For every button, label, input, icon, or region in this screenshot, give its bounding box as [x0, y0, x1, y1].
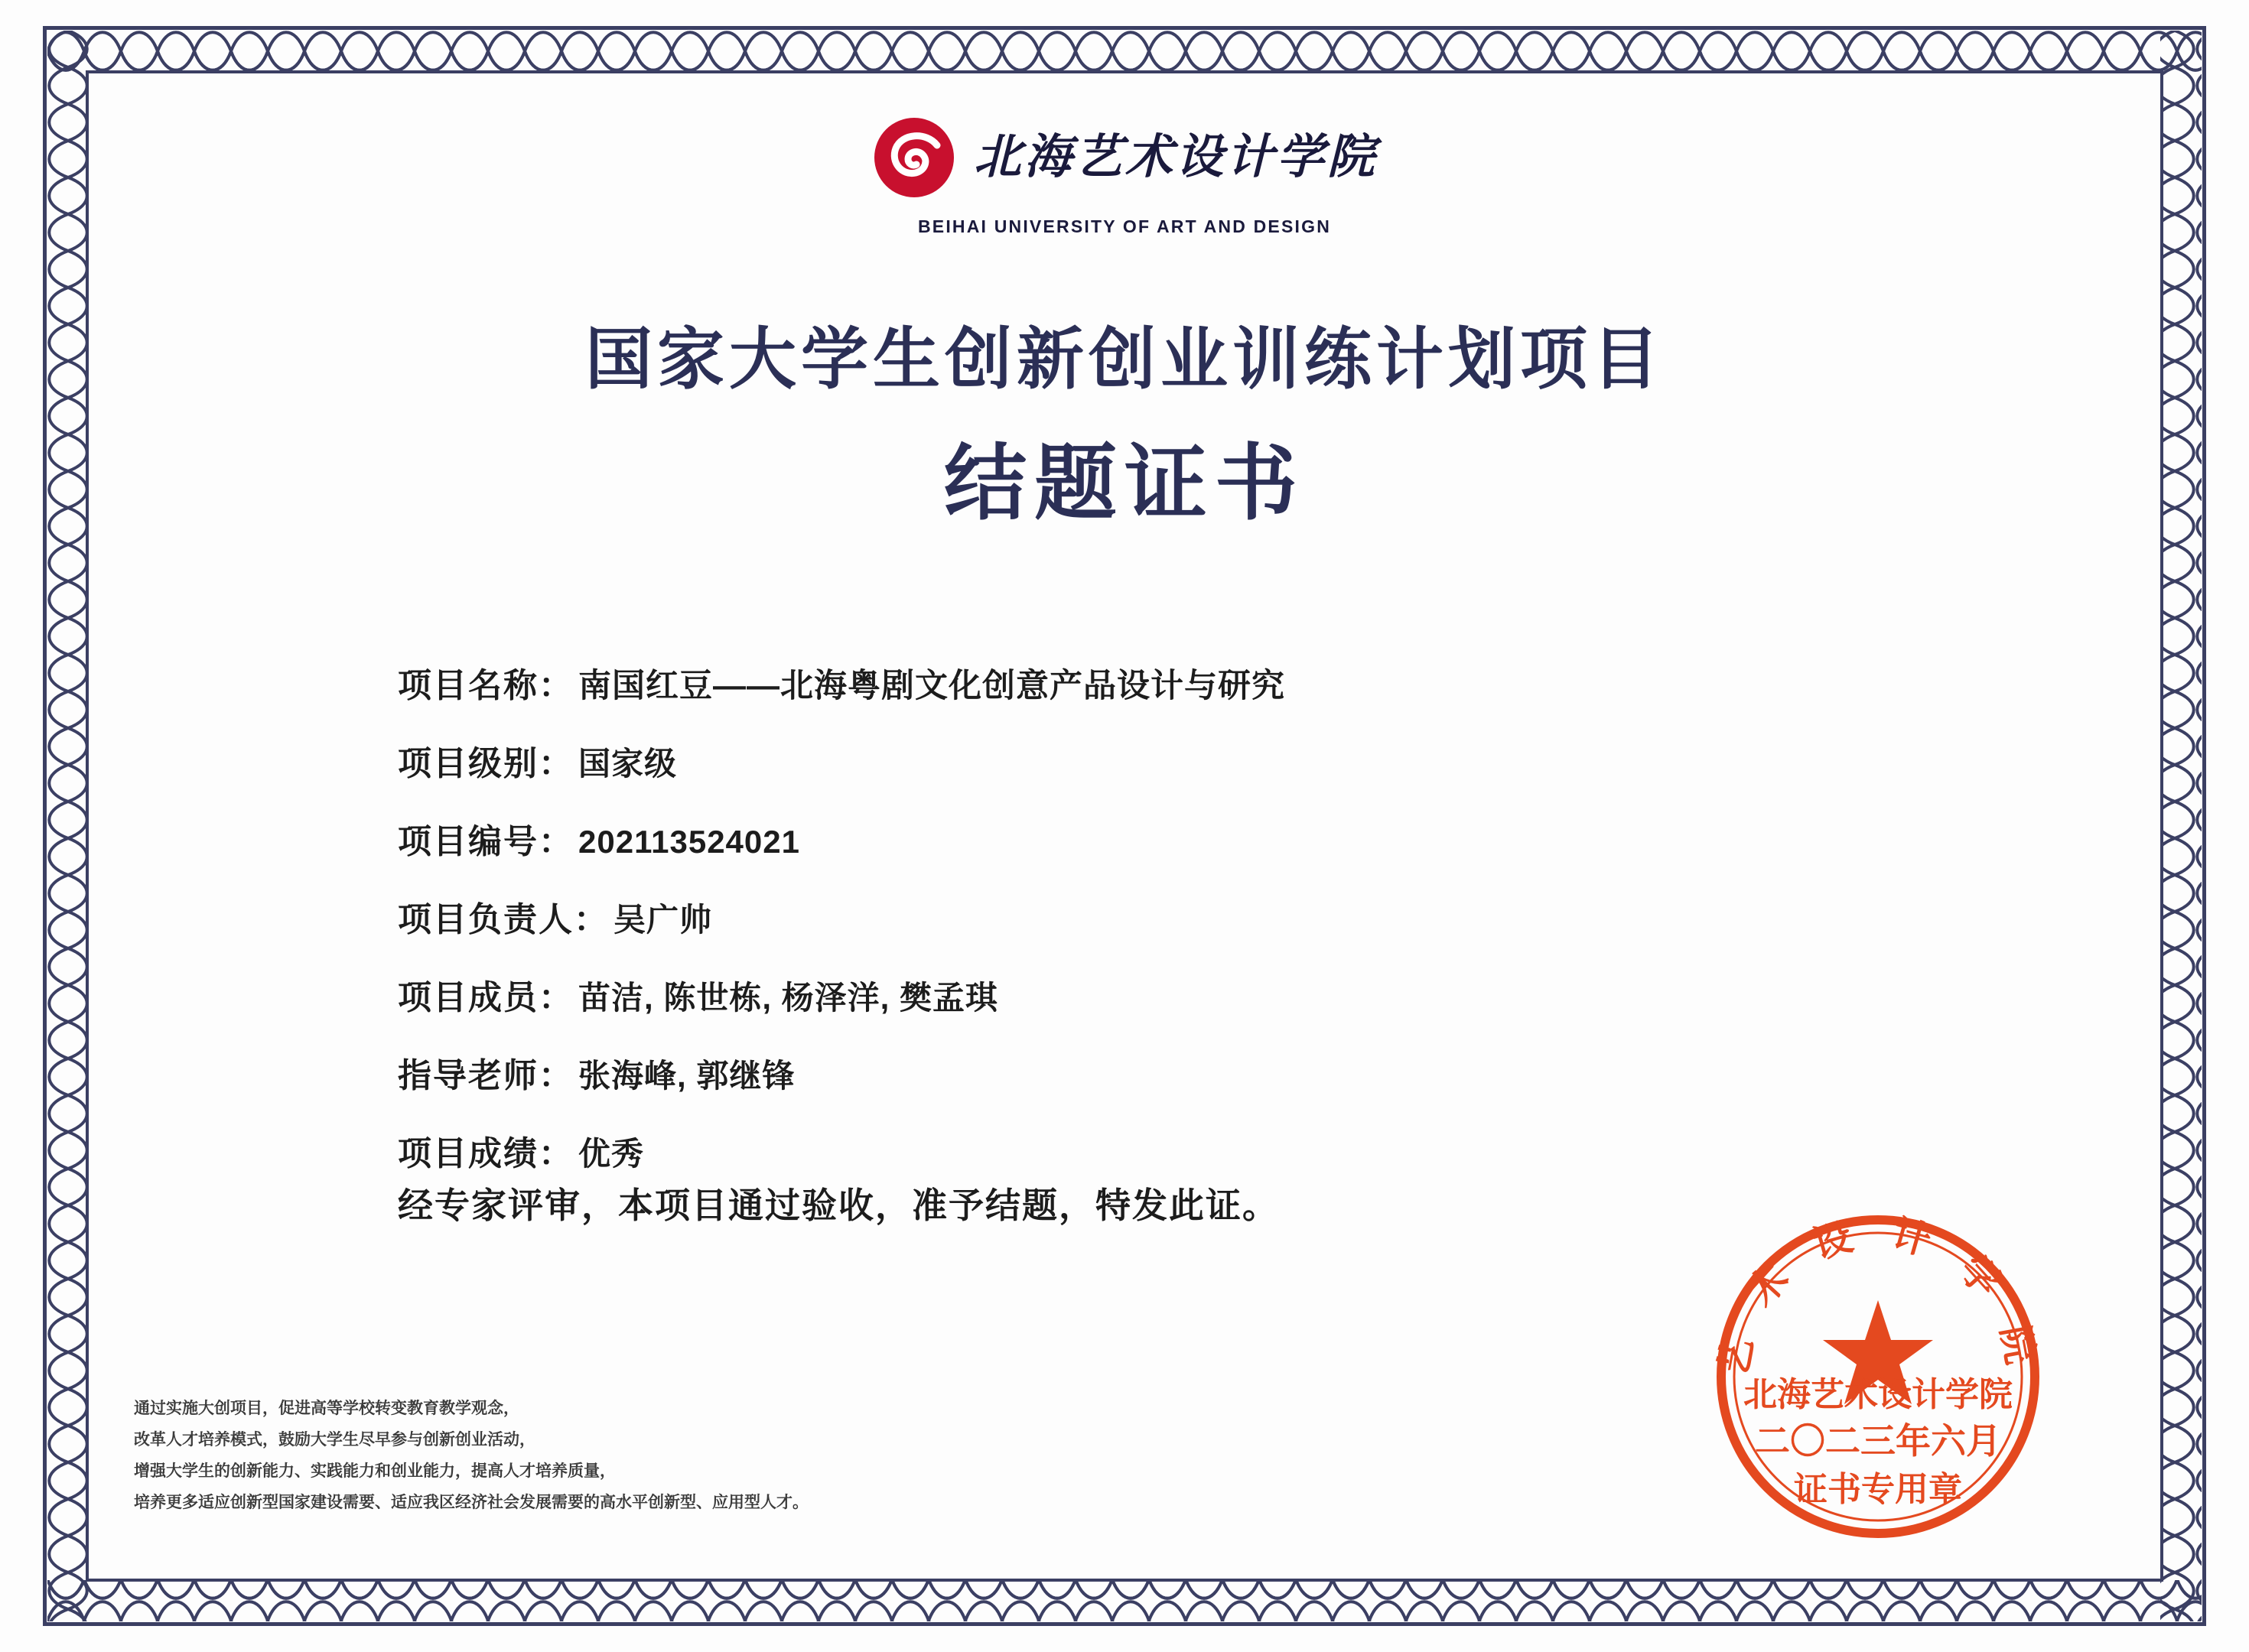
field-value-project-leader: 吴广帅 — [614, 902, 713, 938]
logo-row — [871, 115, 1378, 200]
field-project-advisors — [398, 1048, 2050, 1097]
footnote-block — [134, 1393, 809, 1518]
field-project-level — [398, 736, 2050, 785]
footnote-line-2: 改革人才培养模式，鼓励大学生尽早参与创新创业活动， — [134, 1430, 535, 1449]
institution-logo-block — [0, 115, 2249, 237]
field-project-leader — [398, 892, 2050, 941]
field-label-project-grade: 项目成绩： — [398, 1135, 574, 1172]
field-value-project-grade: 优秀 — [578, 1136, 645, 1172]
footnote-line-1: 通过实施大创项目，促进高等学校转变教育教学观念， — [134, 1399, 519, 1418]
field-label-project-number: 项目编号： — [398, 823, 574, 860]
seal-line-3: 证书专用章 — [1794, 1471, 1962, 1508]
field-project-number — [398, 814, 2050, 863]
institution-name-cn: 北海艺术设计学院 — [973, 132, 1378, 184]
spiral-wave-logo-icon — [871, 115, 957, 200]
institution-name-en: BEIHAI UNIVERSITY OF ART AND DESIGN — [917, 216, 1332, 236]
seal-outer-text: 艺 术 设 计 学 院 — [1711, 1211, 2045, 1380]
field-project-members — [398, 970, 2050, 1019]
field-value-project-level: 国家级 — [578, 746, 678, 782]
official-seal — [1702, 1201, 2054, 1553]
seal-line-1: 北海艺术设计学院 — [1743, 1376, 2013, 1413]
field-value-project-number: 202113524021 — [578, 824, 800, 860]
field-label-project-members: 项目成员： — [398, 979, 574, 1016]
certificate-statement: 经专家评审，本项目通过验收，准予结题，特发此证。 — [398, 1185, 1279, 1225]
field-label-project-advisors: 指导老师： — [398, 1057, 574, 1094]
seal-line-2: 二〇二三年六月 — [1755, 1422, 2001, 1461]
field-project-name — [398, 658, 2050, 707]
footnote-line-4: 培养更多适应创新型国家建设需要、适应我区经济社会发展需要的高水平创新型、应用型人才。 — [134, 1493, 809, 1512]
certificate-title-line2: 结题证书 — [943, 439, 1305, 530]
certificate-fields — [398, 658, 2050, 1204]
field-label-project-name: 项目名称： — [398, 667, 574, 704]
field-value-project-name: 南国红豆——北海粤剧文化创意产品设计与研究 — [578, 668, 1285, 704]
field-label-project-level: 项目级别： — [398, 745, 574, 782]
footnote-line-3: 增强大学生的创新能力、实践能力和创业能力，提高人才培养质量， — [134, 1462, 616, 1481]
field-value-project-advisors: 张海峰, 郭继锋 — [578, 1058, 796, 1094]
field-label-project-leader: 项目负责人： — [398, 901, 609, 938]
field-value-project-members: 苗洁, 陈世栋, 杨泽洋, 樊孟琪 — [578, 980, 999, 1016]
certificate-title-line1: 国家大学生创新创业训练计划项目 — [584, 324, 1664, 398]
field-project-grade — [398, 1126, 2050, 1175]
